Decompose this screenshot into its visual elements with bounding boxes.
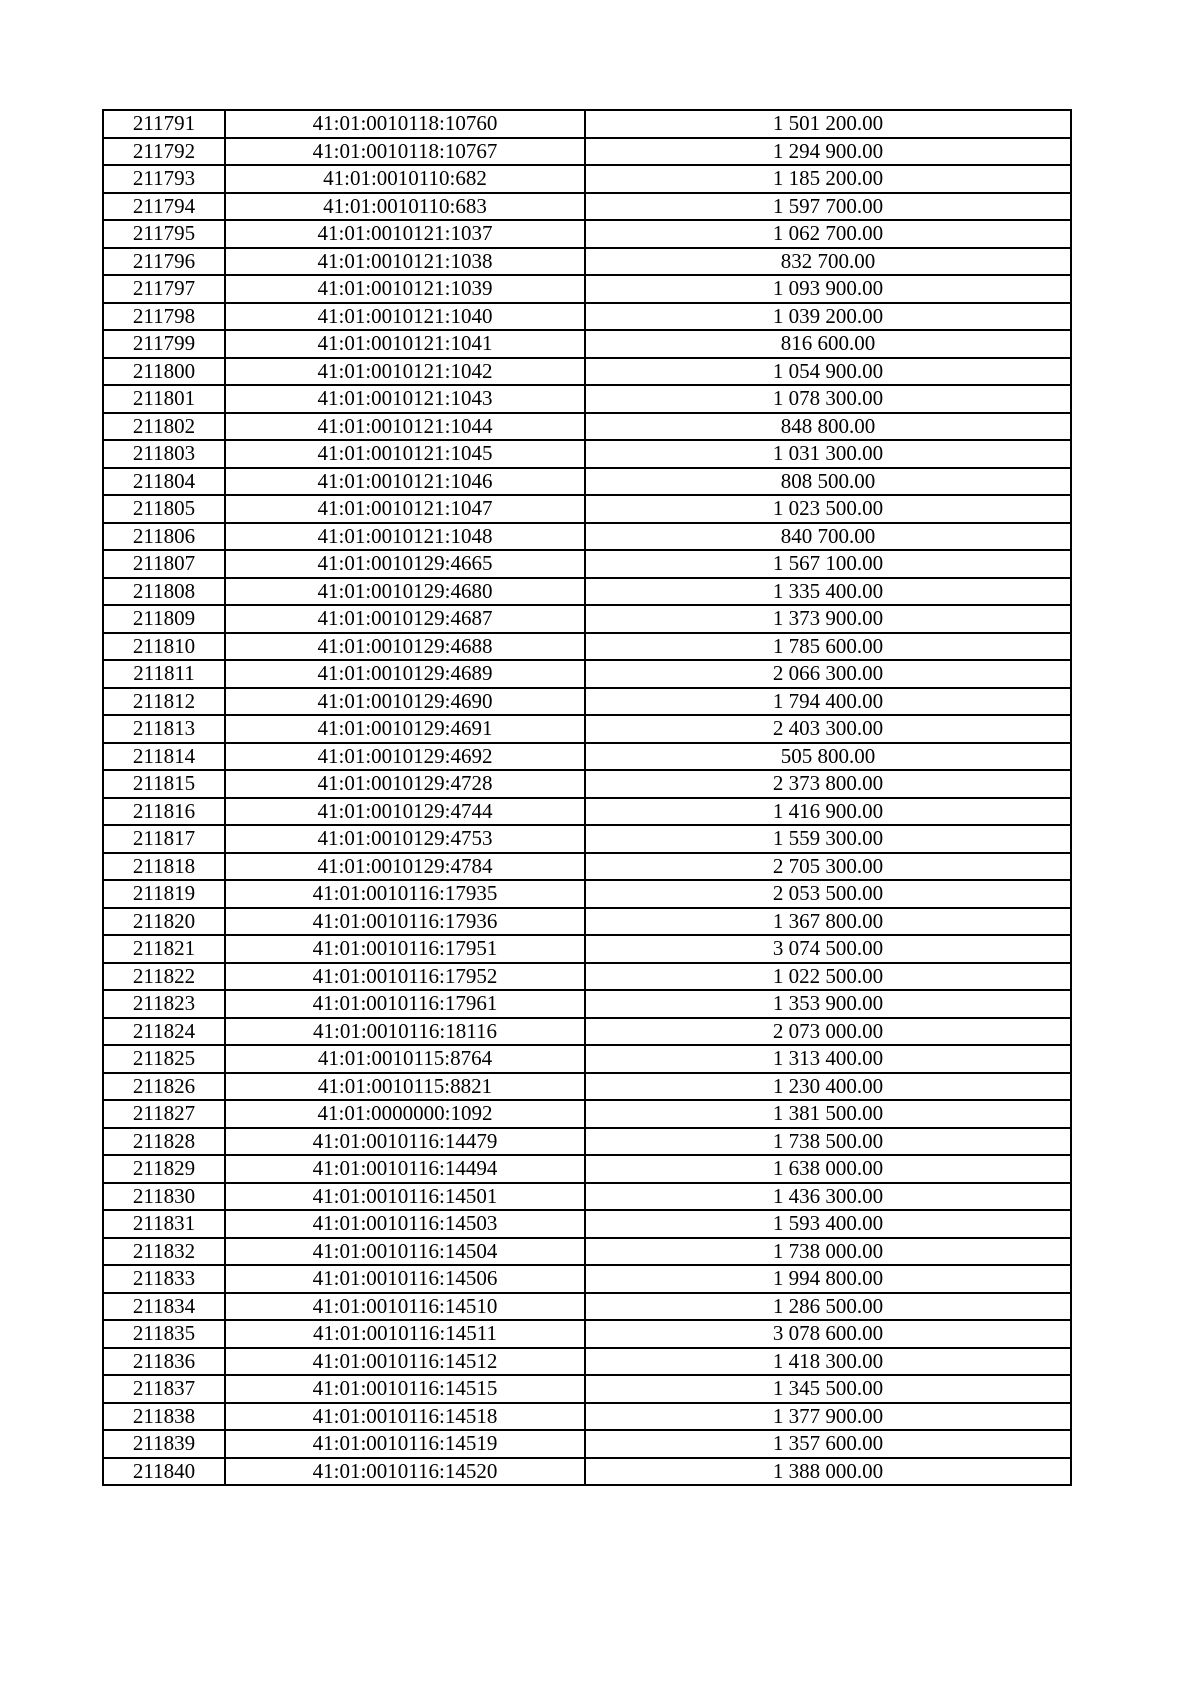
cadastral-value-cell: 2 705 300.00 xyxy=(585,853,1071,881)
cadastral-number-cell: 41:01:0010116:17936 xyxy=(225,908,585,936)
table-row xyxy=(103,220,1071,248)
table-row xyxy=(103,165,1071,193)
cadastral-value-cell: 1 345 500.00 xyxy=(585,1375,1071,1403)
cadastral-value-cell: 1 286 500.00 xyxy=(585,1293,1071,1321)
cadastral-number-cell: 41:01:0010110:683 xyxy=(225,193,585,221)
row-number-cell: 211837 xyxy=(103,1375,225,1403)
table-row xyxy=(103,660,1071,688)
table-row xyxy=(103,1430,1071,1458)
cadastral-number-cell: 41:01:0010116:17952 xyxy=(225,963,585,991)
table-row xyxy=(103,1458,1071,1486)
cadastral-number-cell: 41:01:0010129:4665 xyxy=(225,550,585,578)
cadastral-number-cell: 41:01:0010129:4689 xyxy=(225,660,585,688)
cadastral-number-cell: 41:01:0010116:14518 xyxy=(225,1403,585,1431)
row-number-cell: 211833 xyxy=(103,1265,225,1293)
cadastral-number-cell: 41:01:0010129:4744 xyxy=(225,798,585,826)
cadastral-number-cell: 41:01:0010121:1040 xyxy=(225,303,585,331)
cadastral-number-cell: 41:01:0010118:10760 xyxy=(225,110,585,138)
cadastral-value-cell: 832 700.00 xyxy=(585,248,1071,276)
table-row xyxy=(103,358,1071,386)
table-row xyxy=(103,550,1071,578)
row-number-cell: 211815 xyxy=(103,770,225,798)
cadastral-number-cell: 41:01:0010115:8764 xyxy=(225,1045,585,1073)
cadastral-number-cell: 41:01:0010129:4692 xyxy=(225,743,585,771)
cadastral-value-cell: 3 074 500.00 xyxy=(585,935,1071,963)
row-number-cell: 211821 xyxy=(103,935,225,963)
row-number-cell: 211809 xyxy=(103,605,225,633)
row-number-cell: 211798 xyxy=(103,303,225,331)
row-number-cell: 211802 xyxy=(103,413,225,441)
row-number-cell: 211810 xyxy=(103,633,225,661)
cadastral-value-cell: 1 738 500.00 xyxy=(585,1128,1071,1156)
row-number-cell: 211811 xyxy=(103,660,225,688)
row-number-cell: 211793 xyxy=(103,165,225,193)
cadastral-number-cell: 41:01:0010116:17935 xyxy=(225,880,585,908)
row-number-cell: 211796 xyxy=(103,248,225,276)
table-row xyxy=(103,990,1071,1018)
cadastral-value-cell: 1 230 400.00 xyxy=(585,1073,1071,1101)
row-number-cell: 211812 xyxy=(103,688,225,716)
cadastral-value-cell: 840 700.00 xyxy=(585,523,1071,551)
row-number-cell: 211817 xyxy=(103,825,225,853)
table-row xyxy=(103,413,1071,441)
cadastral-value-cell: 1 597 700.00 xyxy=(585,193,1071,221)
cadastral-number-cell: 41:01:0010116:14494 xyxy=(225,1155,585,1183)
table-row xyxy=(103,1183,1071,1211)
cadastral-value-cell: 1 022 500.00 xyxy=(585,963,1071,991)
cadastral-value-cell: 1 381 500.00 xyxy=(585,1100,1071,1128)
row-number-cell: 211799 xyxy=(103,330,225,358)
table-row xyxy=(103,770,1071,798)
row-number-cell: 211820 xyxy=(103,908,225,936)
row-number-cell: 211794 xyxy=(103,193,225,221)
cadastral-number-cell: 41:01:0010116:14510 xyxy=(225,1293,585,1321)
row-number-cell: 211824 xyxy=(103,1018,225,1046)
cadastral-number-cell: 41:01:0010121:1037 xyxy=(225,220,585,248)
cadastral-value-cell: 848 800.00 xyxy=(585,413,1071,441)
table-row xyxy=(103,523,1071,551)
cadastral-value-cell: 1 078 300.00 xyxy=(585,385,1071,413)
cadastral-number-cell: 41:01:0010116:18116 xyxy=(225,1018,585,1046)
cadastral-number-cell: 41:01:0010116:14504 xyxy=(225,1238,585,1266)
table-row xyxy=(103,193,1071,221)
cadastral-number-cell: 41:01:0010121:1047 xyxy=(225,495,585,523)
cadastral-value-cell: 1 357 600.00 xyxy=(585,1430,1071,1458)
table-row xyxy=(103,1128,1071,1156)
cadastral-value-table xyxy=(102,109,1072,1486)
row-number-cell: 211791 xyxy=(103,110,225,138)
table-row xyxy=(103,440,1071,468)
cadastral-number-cell: 41:01:0010116:17951 xyxy=(225,935,585,963)
cadastral-value-cell: 1 039 200.00 xyxy=(585,303,1071,331)
cadastral-value-cell: 505 800.00 xyxy=(585,743,1071,771)
cadastral-number-cell: 41:01:0010115:8821 xyxy=(225,1073,585,1101)
row-number-cell: 211822 xyxy=(103,963,225,991)
table-row xyxy=(103,495,1071,523)
table-row xyxy=(103,1265,1071,1293)
row-number-cell: 211801 xyxy=(103,385,225,413)
cadastral-value-cell: 1 335 400.00 xyxy=(585,578,1071,606)
cadastral-number-cell: 41:01:0010121:1045 xyxy=(225,440,585,468)
cadastral-number-cell: 41:01:0010129:4753 xyxy=(225,825,585,853)
row-number-cell: 211792 xyxy=(103,138,225,166)
table-row xyxy=(103,908,1071,936)
table-row xyxy=(103,1210,1071,1238)
cadastral-number-cell: 41:01:0010118:10767 xyxy=(225,138,585,166)
cadastral-value-cell: 1 054 900.00 xyxy=(585,358,1071,386)
cadastral-value-cell: 816 600.00 xyxy=(585,330,1071,358)
cadastral-number-cell: 41:01:0010121:1046 xyxy=(225,468,585,496)
row-number-cell: 211826 xyxy=(103,1073,225,1101)
cadastral-value-cell: 1 023 500.00 xyxy=(585,495,1071,523)
cadastral-value-cell: 1 416 900.00 xyxy=(585,798,1071,826)
cadastral-number-cell: 41:01:0010129:4680 xyxy=(225,578,585,606)
cadastral-value-cell: 1 994 800.00 xyxy=(585,1265,1071,1293)
cadastral-value-cell: 1 185 200.00 xyxy=(585,165,1071,193)
table-row xyxy=(103,1073,1071,1101)
cadastral-value-cell: 1 062 700.00 xyxy=(585,220,1071,248)
row-number-cell: 211795 xyxy=(103,220,225,248)
cadastral-value-cell: 1 388 000.00 xyxy=(585,1458,1071,1486)
cadastral-value-cell: 1 501 200.00 xyxy=(585,110,1071,138)
cadastral-number-cell: 41:01:0010116:14506 xyxy=(225,1265,585,1293)
table-row xyxy=(103,743,1071,771)
row-number-cell: 211839 xyxy=(103,1430,225,1458)
table-row xyxy=(103,633,1071,661)
cadastral-value-cell: 1 367 800.00 xyxy=(585,908,1071,936)
table-row xyxy=(103,1100,1071,1128)
table-row xyxy=(103,688,1071,716)
cadastral-number-cell: 41:01:0010121:1044 xyxy=(225,413,585,441)
cadastral-number-cell: 41:01:0010129:4688 xyxy=(225,633,585,661)
row-number-cell: 211829 xyxy=(103,1155,225,1183)
cadastral-number-cell: 41:01:0010121:1041 xyxy=(225,330,585,358)
cadastral-value-cell: 808 500.00 xyxy=(585,468,1071,496)
row-number-cell: 211797 xyxy=(103,275,225,303)
cadastral-value-cell: 1 373 900.00 xyxy=(585,605,1071,633)
cadastral-value-cell: 1 436 300.00 xyxy=(585,1183,1071,1211)
table-row xyxy=(103,605,1071,633)
table-row xyxy=(103,330,1071,358)
row-number-cell: 211825 xyxy=(103,1045,225,1073)
cadastral-value-cell: 2 403 300.00 xyxy=(585,715,1071,743)
cadastral-value-cell: 1 638 000.00 xyxy=(585,1155,1071,1183)
cadastral-value-cell: 1 567 100.00 xyxy=(585,550,1071,578)
table-row xyxy=(103,963,1071,991)
table-row xyxy=(103,1403,1071,1431)
row-number-cell: 211840 xyxy=(103,1458,225,1486)
row-number-cell: 211831 xyxy=(103,1210,225,1238)
row-number-cell: 211830 xyxy=(103,1183,225,1211)
row-number-cell: 211816 xyxy=(103,798,225,826)
table-row xyxy=(103,880,1071,908)
table-row xyxy=(103,138,1071,166)
row-number-cell: 211813 xyxy=(103,715,225,743)
table-row xyxy=(103,1375,1071,1403)
row-number-cell: 211836 xyxy=(103,1348,225,1376)
table-row xyxy=(103,1155,1071,1183)
cadastral-number-cell: 41:01:0010129:4728 xyxy=(225,770,585,798)
row-number-cell: 211828 xyxy=(103,1128,225,1156)
row-number-cell: 211814 xyxy=(103,743,225,771)
table-row xyxy=(103,1320,1071,1348)
row-number-cell: 211800 xyxy=(103,358,225,386)
table-row xyxy=(103,578,1071,606)
cadastral-number-cell: 41:01:0010121:1048 xyxy=(225,523,585,551)
table-row xyxy=(103,798,1071,826)
row-number-cell: 211808 xyxy=(103,578,225,606)
cadastral-number-cell: 41:01:0010129:4690 xyxy=(225,688,585,716)
table-row xyxy=(103,715,1071,743)
cadastral-number-cell: 41:01:0010116:14479 xyxy=(225,1128,585,1156)
table-row xyxy=(103,853,1071,881)
cadastral-number-cell: 41:01:0000000:1092 xyxy=(225,1100,585,1128)
cadastral-number-cell: 41:01:0010116:14503 xyxy=(225,1210,585,1238)
cadastral-number-cell: 41:01:0010116:14511 xyxy=(225,1320,585,1348)
table-row xyxy=(103,1018,1071,1046)
cadastral-value-cell: 1 785 600.00 xyxy=(585,633,1071,661)
cadastral-number-cell: 41:01:0010121:1039 xyxy=(225,275,585,303)
cadastral-number-cell: 41:01:0010129:4691 xyxy=(225,715,585,743)
cadastral-value-cell: 1 093 900.00 xyxy=(585,275,1071,303)
table-row xyxy=(103,385,1071,413)
cadastral-value-cell: 2 373 800.00 xyxy=(585,770,1071,798)
row-number-cell: 211835 xyxy=(103,1320,225,1348)
table-row xyxy=(103,1293,1071,1321)
table-row xyxy=(103,1348,1071,1376)
row-number-cell: 211832 xyxy=(103,1238,225,1266)
table-row xyxy=(103,1045,1071,1073)
row-number-cell: 211827 xyxy=(103,1100,225,1128)
cadastral-value-cell: 1 031 300.00 xyxy=(585,440,1071,468)
cadastral-value-cell: 1 794 400.00 xyxy=(585,688,1071,716)
cadastral-number-cell: 41:01:0010116:14501 xyxy=(225,1183,585,1211)
cadastral-value-cell: 1 418 300.00 xyxy=(585,1348,1071,1376)
cadastral-number-cell: 41:01:0010116:14515 xyxy=(225,1375,585,1403)
cadastral-value-cell: 1 294 900.00 xyxy=(585,138,1071,166)
cadastral-value-cell: 3 078 600.00 xyxy=(585,1320,1071,1348)
row-number-cell: 211804 xyxy=(103,468,225,496)
cadastral-value-cell: 1 738 000.00 xyxy=(585,1238,1071,1266)
table-row xyxy=(103,1238,1071,1266)
table-row xyxy=(103,303,1071,331)
cadastral-number-cell: 41:01:0010129:4784 xyxy=(225,853,585,881)
cadastral-number-cell: 41:01:0010116:17961 xyxy=(225,990,585,1018)
cadastral-number-cell: 41:01:0010110:682 xyxy=(225,165,585,193)
row-number-cell: 211807 xyxy=(103,550,225,578)
cadastral-value-cell: 1 559 300.00 xyxy=(585,825,1071,853)
table-row xyxy=(103,935,1071,963)
cadastral-value-cell: 1 377 900.00 xyxy=(585,1403,1071,1431)
table-row xyxy=(103,825,1071,853)
cadastral-number-cell: 41:01:0010121:1043 xyxy=(225,385,585,413)
cadastral-number-cell: 41:01:0010129:4687 xyxy=(225,605,585,633)
cadastral-number-cell: 41:01:0010116:14512 xyxy=(225,1348,585,1376)
row-number-cell: 211834 xyxy=(103,1293,225,1321)
row-number-cell: 211819 xyxy=(103,880,225,908)
cadastral-value-cell: 2 066 300.00 xyxy=(585,660,1071,688)
cadastral-number-cell: 41:01:0010116:14519 xyxy=(225,1430,585,1458)
row-number-cell: 211803 xyxy=(103,440,225,468)
table-row xyxy=(103,275,1071,303)
cadastral-value-cell: 1 353 900.00 xyxy=(585,990,1071,1018)
row-number-cell: 211806 xyxy=(103,523,225,551)
cadastral-value-cell: 2 073 000.00 xyxy=(585,1018,1071,1046)
cadastral-value-cell: 2 053 500.00 xyxy=(585,880,1071,908)
table-body xyxy=(103,110,1071,1485)
cadastral-value-cell: 1 313 400.00 xyxy=(585,1045,1071,1073)
row-number-cell: 211805 xyxy=(103,495,225,523)
cadastral-number-cell: 41:01:0010121:1042 xyxy=(225,358,585,386)
row-number-cell: 211818 xyxy=(103,853,225,881)
cadastral-number-cell: 41:01:0010116:14520 xyxy=(225,1458,585,1486)
row-number-cell: 211823 xyxy=(103,990,225,1018)
table-row xyxy=(103,468,1071,496)
row-number-cell: 211838 xyxy=(103,1403,225,1431)
table-row xyxy=(103,110,1071,138)
cadastral-number-cell: 41:01:0010121:1038 xyxy=(225,248,585,276)
table-row xyxy=(103,248,1071,276)
cadastral-value-cell: 1 593 400.00 xyxy=(585,1210,1071,1238)
